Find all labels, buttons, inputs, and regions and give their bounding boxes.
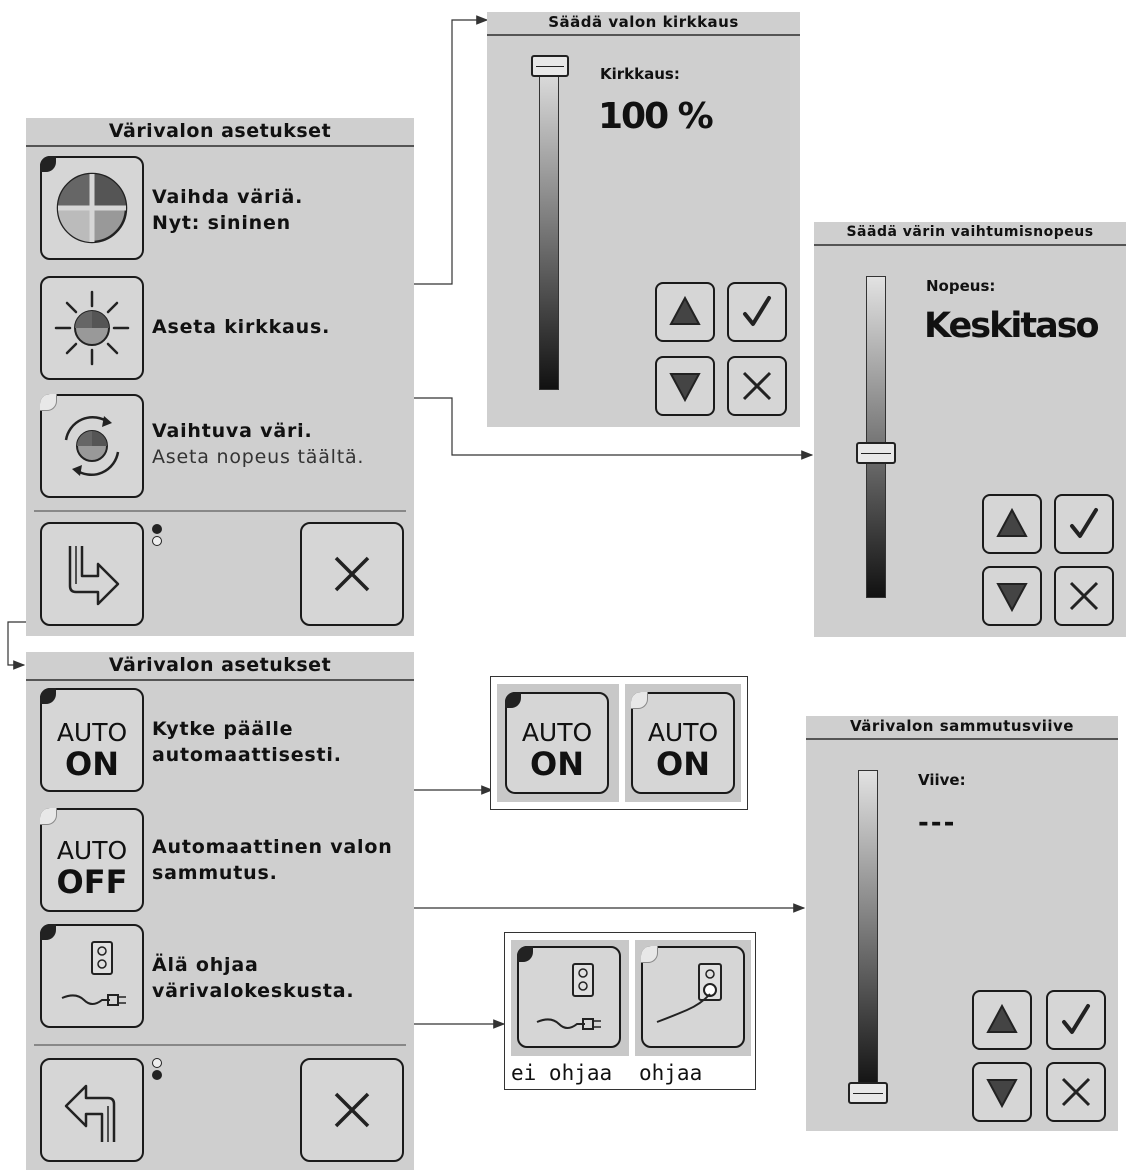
decrease-button[interactable] <box>982 566 1042 626</box>
forward-arrow-icon <box>42 524 142 624</box>
state-inactive-bg <box>625 684 741 802</box>
auto-off-label-2: sammutus. <box>152 862 278 884</box>
page-indicator <box>152 524 164 546</box>
auto-on-button[interactable] <box>40 688 144 792</box>
sun-icon <box>42 278 142 378</box>
change-color-button[interactable] <box>40 156 144 260</box>
control-center-label: Älä ohjaa <box>152 954 259 976</box>
not-controlled-button <box>517 946 621 1048</box>
brightness-value: 100 % <box>598 96 712 137</box>
close-icon <box>302 524 402 624</box>
divider <box>34 1044 406 1046</box>
auto-text: AUTO <box>647 718 719 747</box>
cycle-color-button[interactable] <box>40 394 144 498</box>
brightness-slider[interactable] <box>539 62 559 390</box>
speed-slider-handle[interactable] <box>856 442 896 464</box>
down-arrow-icon <box>974 1064 1030 1120</box>
panel-title: Värivalon asetukset <box>26 652 414 681</box>
brightness-slider-handle[interactable] <box>531 55 569 77</box>
power-outlet-icon <box>42 926 142 1026</box>
set-speed-hint: Aseta nopeus täältä. <box>152 446 365 468</box>
back-arrow-icon <box>42 1060 142 1160</box>
speed-slider[interactable] <box>866 276 886 598</box>
decrease-button[interactable] <box>972 1062 1032 1122</box>
delay-panel <box>806 716 1118 1131</box>
auto-on-states-box <box>490 676 748 810</box>
plugged-in-icon <box>643 948 743 1046</box>
brightness-label: Kirkkaus: <box>600 65 680 83</box>
check-icon <box>729 284 785 340</box>
auto-on-label: Kytke päälle <box>152 718 294 740</box>
delay-slider-handle[interactable] <box>848 1082 888 1104</box>
close-button[interactable] <box>300 522 404 626</box>
increase-button[interactable] <box>982 494 1042 554</box>
divider <box>34 510 406 512</box>
auto-off-button[interactable] <box>40 808 144 912</box>
delay-slider[interactable] <box>858 770 878 1090</box>
set-brightness-label: Aseta kirkkaus. <box>152 316 331 338</box>
up-arrow-icon <box>984 496 1040 552</box>
delay-value: --- <box>918 808 957 838</box>
brightness-panel <box>487 12 800 427</box>
next-page-button[interactable] <box>40 522 144 626</box>
auto-on-inactive-button <box>631 692 735 794</box>
auto-off-text: AUTO <box>56 836 128 865</box>
back-button[interactable] <box>40 1058 144 1162</box>
auto-on-active-button <box>505 692 609 794</box>
state-controlled-bg <box>635 940 751 1056</box>
auto-on-state: ON <box>65 745 119 783</box>
decrease-button[interactable] <box>655 356 715 416</box>
confirm-button[interactable] <box>1046 990 1106 1050</box>
panel-title: Säädä valon kirkkaus <box>487 12 800 36</box>
confirm-button[interactable] <box>727 282 787 342</box>
close-icon <box>302 1060 402 1160</box>
state-active-bg <box>497 684 619 802</box>
check-icon <box>1056 496 1112 552</box>
cycle-color-icon <box>42 396 142 496</box>
color-settings-panel-page2 <box>26 652 414 1170</box>
up-arrow-icon <box>657 284 713 340</box>
increase-button[interactable] <box>972 990 1032 1050</box>
control-states-box <box>504 932 756 1090</box>
cancel-button[interactable] <box>1054 566 1114 626</box>
cancel-button[interactable] <box>1046 1062 1106 1122</box>
cycle-color-label: Vaihtuva väri. <box>152 420 313 442</box>
panel-title: Värivalon sammutusviive <box>806 716 1118 740</box>
auto-text: AUTO <box>521 718 593 747</box>
controlled-button <box>641 946 745 1048</box>
color-settings-panel <box>26 118 414 636</box>
state-not-controlled-bg <box>511 940 629 1056</box>
color-wheel-icon <box>42 158 142 258</box>
cancel-button[interactable] <box>727 356 787 416</box>
auto-off-label: Automaattinen valon <box>152 836 393 858</box>
on-text: ON <box>656 745 710 783</box>
auto-off-state: OFF <box>56 863 128 901</box>
auto-on-text: AUTO <box>56 718 128 747</box>
down-arrow-icon <box>657 358 713 414</box>
current-color-label: Nyt: sininen <box>152 212 291 234</box>
controlled-caption: ohjaa <box>639 1061 703 1085</box>
check-icon <box>1048 992 1104 1048</box>
on-text: ON <box>530 745 584 783</box>
close-icon <box>729 358 785 414</box>
down-arrow-icon <box>984 568 1040 624</box>
close-icon <box>1056 568 1112 624</box>
set-brightness-button[interactable] <box>40 276 144 380</box>
panel-title: Värivalon asetukset <box>26 118 414 147</box>
control-center-label-2: värivalokeskusta. <box>152 980 355 1002</box>
close-icon <box>1048 1064 1104 1120</box>
speed-value: Keskitaso <box>924 306 1098 346</box>
delay-label: Viive: <box>918 771 966 789</box>
control-center-button[interactable] <box>40 924 144 1028</box>
page-indicator <box>152 1058 164 1080</box>
close-button[interactable] <box>300 1058 404 1162</box>
increase-button[interactable] <box>655 282 715 342</box>
change-color-label: Vaihda väriä. <box>152 186 304 208</box>
confirm-button[interactable] <box>1054 494 1114 554</box>
unplugged-icon <box>519 948 619 1046</box>
panel-title: Säädä värin vaihtumisnopeus <box>814 222 1126 246</box>
speed-panel <box>814 222 1126 637</box>
speed-label: Nopeus: <box>926 277 996 295</box>
not-controlled-caption: ei ohjaa <box>511 1061 613 1085</box>
up-arrow-icon <box>974 992 1030 1048</box>
auto-on-label-2: automaattisesti. <box>152 744 342 766</box>
